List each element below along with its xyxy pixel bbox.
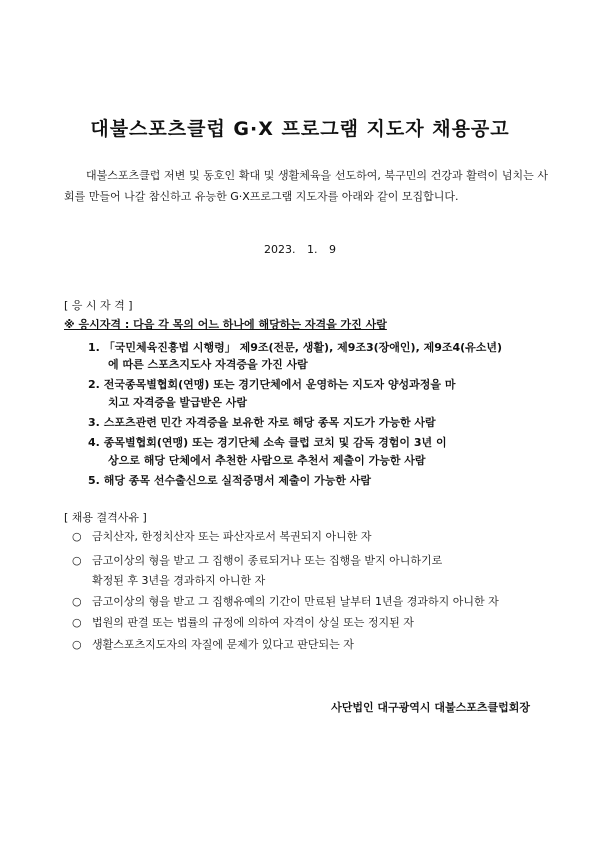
disqualification-item-3 (72, 593, 499, 609)
signer: 사단법인 대구광역시 대불스포츠클럽회장 (331, 701, 530, 714)
circle-bullet-icon: ○ (72, 638, 82, 651)
page-title: 대불스포츠클럽 G·X 프로그램 지도자 채용공고 (90, 118, 510, 140)
intro-paragraph: 대불스포츠클럽 저변 및 동호인 확대 및 생활체육을 선도하여, 북구민의 건강과 활력이 넘치는 사회를 만들어 나갈 참신하고 유능한 G·X프로그램 지도자를 아래와 같이 모집합니다. (64, 169, 548, 203)
qualification-item-1-cont: 에 따른 스포츠지도사 자격증을 가진 사람 (108, 358, 308, 371)
disqualification-heading: [ 채용 결격사유 ] (64, 511, 147, 524)
qualification-item-5 (88, 472, 371, 488)
circle-bullet-icon: ○ (72, 616, 82, 629)
item-text: 생활스포츠지도자의 자질에 문제가 있다고 판단되는 자 (92, 638, 354, 651)
item-number: 2. (88, 378, 100, 391)
qualification-subheading: ※ 응시자격 : 다음 각 목의 어느 하나에 해당하는 자격을 가진 사람 (64, 318, 387, 331)
item-text: 금치산자, 한정치산자 또는 파산자로서 복권되지 아니한 자 (92, 530, 372, 543)
qualification-item-4-cont: 상으로 해당 단체에서 추천한 사람으로 추천서 제출이 가능한 사람 (108, 454, 426, 467)
item-number: 3. (88, 416, 100, 429)
item-text: 금고이상의 형을 받고 그 집행유예의 기간이 만료된 날부터 1년을 경과하지 아니한 자 (92, 595, 499, 608)
disqualification-item-2 (72, 552, 442, 568)
item-number: 5. (88, 474, 100, 487)
item-text: 전국종목별협회(연맹) 또는 경기단체에서 운영하는 지도자 양성과정을 마 (103, 378, 456, 391)
disqualification-item-1 (72, 528, 372, 544)
item-text: 스포츠관련 민간 자격증을 보유한 자로 해당 종목 지도가 가능한 사람 (103, 416, 436, 429)
qualification-item-2-cont: 치고 자격증을 발급받은 사람 (108, 396, 247, 409)
item-number: 4. (88, 436, 100, 449)
circle-bullet-icon: ○ (72, 595, 82, 608)
item-text: 「국민체육진흥법 시행령」 제9조(전문, 생활), 제9조3(장애인), 제9조4(유소년) (103, 341, 503, 354)
item-text: 해당 종목 선수출신으로 실적증명서 제출이 가능한 사람 (103, 474, 372, 487)
disqualification-item-4 (72, 614, 414, 630)
qualification-heading: [ 응 시 자 격 ] (64, 299, 133, 312)
qualification-item-1 (88, 339, 502, 355)
qualification-item-4 (88, 434, 447, 450)
item-text: 금고이상의 형을 받고 그 집행이 종료되거나 또는 집행을 받지 아니하기로 (92, 554, 443, 567)
notice-date: 2023. 1. 9 (264, 243, 336, 256)
disqualification-item-2-cont: 확정된 후 3년을 경과하지 아니한 자 (92, 574, 266, 587)
qualification-item-2 (88, 376, 456, 392)
item-text: 법원의 판결 또는 법률의 규정에 의하여 자격이 상실 또는 정지된 자 (92, 616, 414, 629)
item-number: 1. (88, 341, 100, 354)
item-text: 종목별협회(연맹) 또는 경기단체 소속 클럽 코치 및 감독 경험이 3년 이 (103, 436, 447, 449)
qualification-item-3 (88, 414, 436, 430)
disqualification-item-5 (72, 636, 354, 652)
circle-bullet-icon: ○ (72, 554, 82, 567)
circle-bullet-icon: ○ (72, 530, 82, 543)
